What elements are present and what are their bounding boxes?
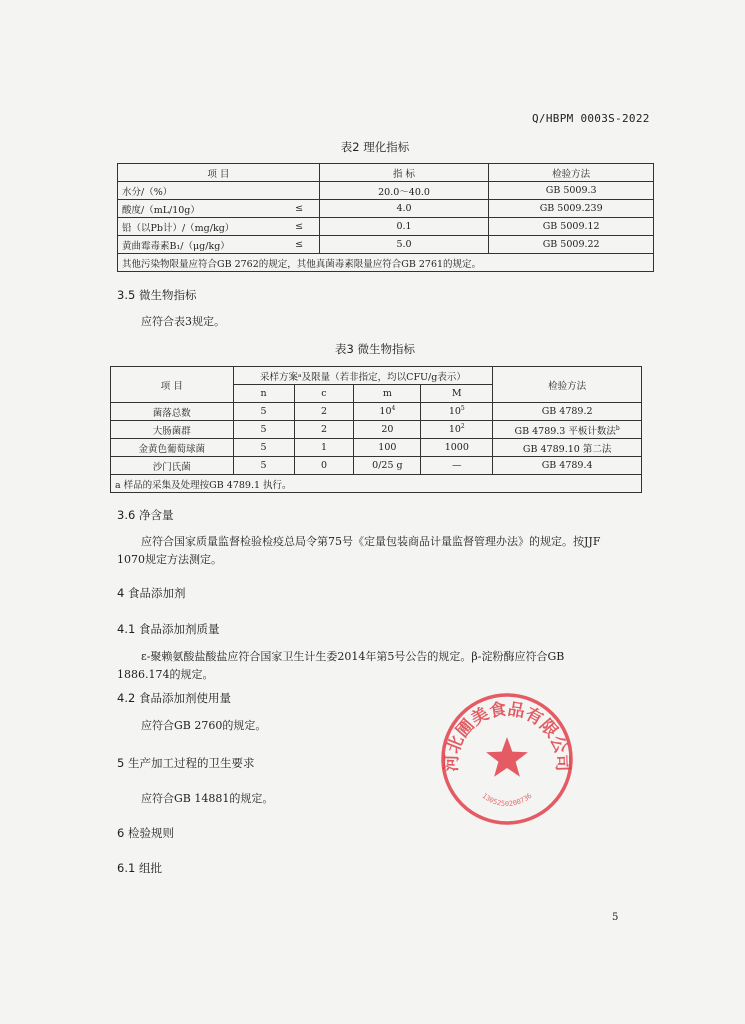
table3-method-text: GB 4789.4 [541,460,593,472]
table3-method [493,439,642,457]
table3-subheader-n: n [233,385,294,403]
table2-item: 铅（以Pb计）/（mg/kg） [118,218,280,236]
table3-M [421,403,493,421]
table2-method: GB 5009.12 [489,218,654,236]
table3-c: 1 [294,439,354,457]
table3-header-item: 项 目 [111,367,234,403]
table3-c: 2 [294,421,354,439]
table3-method-text: GB 4789.10 第二法 [522,443,612,455]
section-4-1-body-line1: ε-聚赖氨酸盐酸盐应符合国家卫生计生委2014年第5号公告的规定。β-淀粉酶应符合GB [141,650,565,663]
table-row [111,403,642,421]
table3-m-base: 10 [379,406,392,418]
table3-M-base: 10 [448,406,461,418]
table3-m-base: 0/25 g [372,460,403,472]
seal-company-name: 河北圃美食品有限公司 [441,699,573,772]
table3-m [354,421,421,439]
table3-header-row [111,367,642,385]
table2-header-value: 指 标 [319,164,489,182]
table3-n: 5 [233,421,294,439]
table3-item: 金黄色葡萄球菌 [111,439,234,457]
table3-M-exponent: 5 [460,405,465,413]
section-3-6-heading: 3.6 净含量 [117,508,174,522]
table2-method: GB 5009.3 [489,182,654,200]
section-4-2-heading: 4.2 食品添加剂使用量 [117,691,231,705]
page-number: 5 [612,912,619,923]
table3-m [354,403,421,421]
table2-note: 其他污染物限量应符合GB 2762的规定，其他真菌毒素限量应符合GB 2761的规定。 [118,254,654,272]
table3-M-base: 1000 [444,442,469,454]
table3-note-row [111,475,642,493]
section-6-heading: 6 检验规则 [117,826,174,840]
table3-method [493,457,642,475]
table3-header-method: 检验方法 [493,367,642,403]
table2-note-row [118,254,654,272]
table3-method-note-mark: b [615,424,620,432]
table3-M [421,439,493,457]
table3-M [421,457,493,475]
table3-caption: 表3 微生物指标 [335,342,415,356]
table-row [111,457,642,475]
section-4-2-body: 应符合GB 2760的规定。 [141,719,267,732]
table2-caption: 表2 理化指标 [340,140,410,154]
section-3-6-body-line2: 1070规定方法测定。 [117,553,222,566]
table3-c: 2 [294,403,354,421]
table-row [111,439,642,457]
table-row [111,421,642,439]
company-seal [438,690,576,828]
table2-value: 0.1 [319,218,489,236]
table-row [118,200,654,218]
table3-item: 大肠菌群 [111,421,234,439]
table2-value: 4.0 [319,200,489,218]
section-5-heading: 5 生产加工过程的卫生要求 [117,756,255,770]
table3-item: 沙门氏菌 [111,457,234,475]
section-4-1-heading: 4.1 食品添加剂质量 [117,622,220,636]
table2-item: 黄曲霉毒素B₁/（μg/kg） [118,236,280,254]
table2-value: 20.0～40.0 [319,182,489,200]
table2-item: 水分/（%） [118,182,320,200]
table3-subheader-M: M [421,385,493,403]
table2-header-row [118,164,654,182]
star-icon [486,737,528,777]
table3-method [493,403,642,421]
table2-header-item: 项 目 [118,164,320,182]
table2-item: 酸度/（mL/10g） [118,200,280,218]
table2-header-method: 检验方法 [489,164,654,182]
table3-method [493,421,642,439]
table3-M-base: 10 [448,424,461,436]
table3 [110,366,642,493]
table3-note: a 样品的采集及处理按GB 4789.1 执行。 [111,475,642,493]
table2 [117,163,654,272]
table3-m-base: 100 [378,442,397,454]
table2-operator: ≤ [279,218,319,236]
table3-n: 5 [233,439,294,457]
section-4-heading: 4 食品添加剂 [117,586,186,600]
section-6-1-heading: 6.1 组批 [117,861,162,875]
table3-n: 5 [233,403,294,421]
section-5-body: 应符合GB 14881的规定。 [141,792,274,805]
section-3-5-body: 应符合表3规定。 [141,315,225,328]
table3-M-base: — [452,460,462,472]
document-code: Q/HBPM 0003S-2022 [532,112,650,125]
table3-item: 菌落总数 [111,403,234,421]
table2-operator: ≤ [279,200,319,218]
table3-m [354,457,421,475]
table3-M-exponent: 2 [460,423,465,431]
table2-method: GB 5009.239 [489,200,654,218]
table3-m-exponent: 4 [391,405,396,413]
table3-m [354,439,421,457]
table3-m-base: 20 [381,424,394,436]
table-row [118,182,654,200]
section-3-6-body-line1: 应符合国家质量监督检验检疫总局令第75号《定量包装商品计量监督管理办法》的规定。按JJF [141,535,601,548]
table3-method-text: GB 4789.2 [541,406,593,418]
table-row [118,236,654,254]
table3-header-plan: 采样方案ᵃ及限量（若非指定，均以CFU/g表示） [233,367,493,385]
section-4-1-body-line2: 1886.174的规定。 [117,668,214,681]
table3-M [421,421,493,439]
table3-n: 5 [233,457,294,475]
table2-method: GB 5009.22 [489,236,654,254]
table3-method-text: GB 4789.3 平板计数法 [514,425,616,437]
section-3-5-heading: 3.5 微生物指标 [117,288,197,302]
table3-c: 0 [294,457,354,475]
seal-number: 1305250200736 [480,791,534,809]
table3-subheader-c: c [294,385,354,403]
table3-subheader-m: m [354,385,421,403]
table2-value: 5.0 [319,236,489,254]
table-row [118,218,654,236]
table2-operator: ≤ [279,236,319,254]
